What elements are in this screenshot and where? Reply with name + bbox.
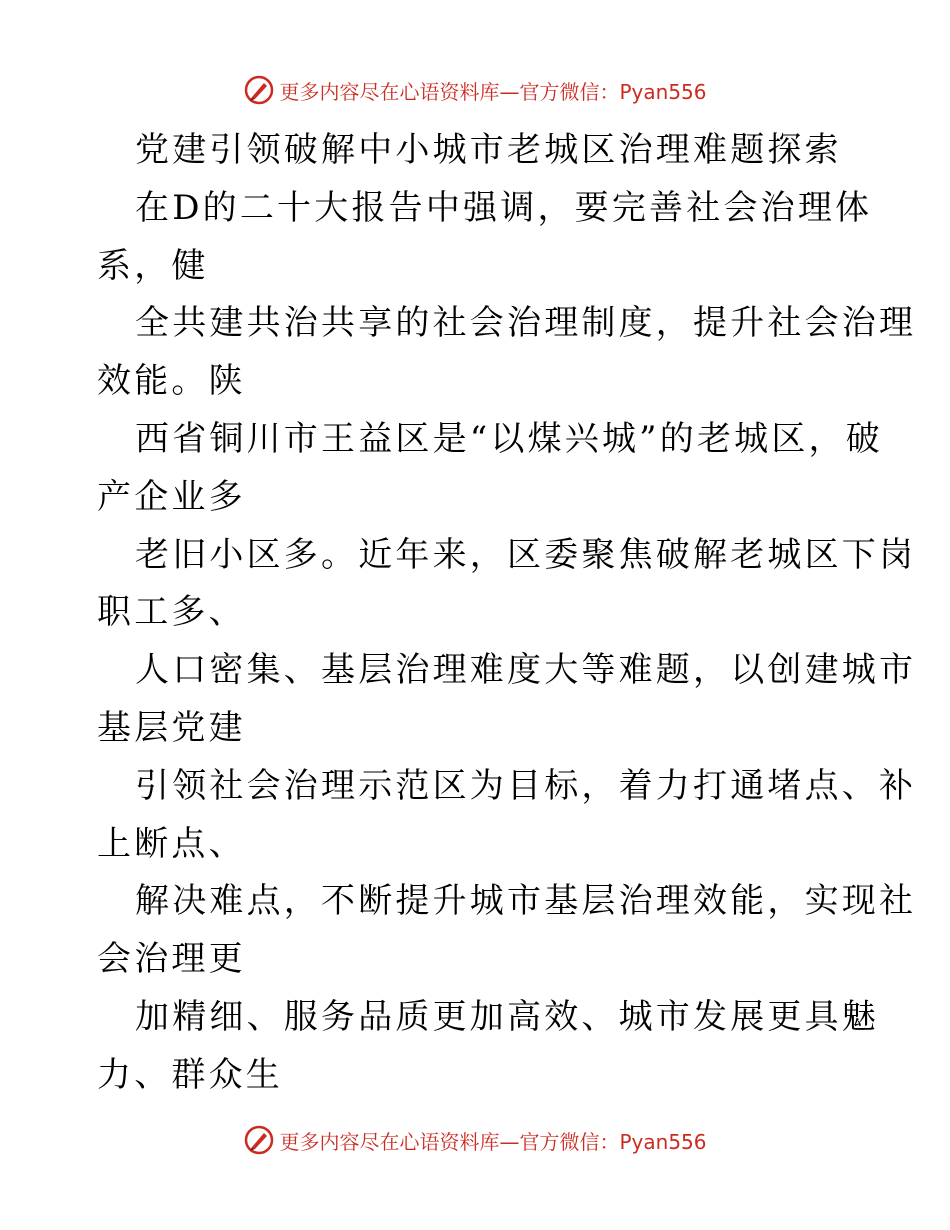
doc-line: 在D的二十大报告中强调，要完善社会治理体	[135, 187, 873, 228]
doc-line: 全共建共治共享的社会治理制度，提升社会治理	[135, 303, 917, 344]
doc-line: 效能。陕	[97, 361, 246, 402]
doc-line: 老旧小区多。近年来，区委聚焦破解老城区下岗	[135, 534, 917, 575]
doc-line: 基层党建	[97, 707, 246, 748]
banner-title: 更多内容尽在心语资料库	[279, 1129, 500, 1154]
banner-text	[279, 76, 706, 105]
banner-official: 官方微信：	[519, 79, 620, 104]
banner-separator: —	[499, 79, 520, 104]
banner-official: 官方微信：	[519, 1129, 620, 1154]
doc-line: 引领社会治理示范区为目标，着力打通堵点、补	[135, 765, 917, 806]
banner-handle: Pyan556	[619, 79, 707, 104]
banner-handle: Pyan556	[619, 1129, 707, 1154]
footer-banner	[0, 1120, 950, 1160]
banner-title: 更多内容尽在心语资料库	[279, 79, 500, 104]
doc-line: 职工多、	[97, 592, 246, 633]
doc-title: 党建引领破解中小城市老城区治理难题探索	[135, 130, 842, 170]
banner-text	[279, 1126, 706, 1155]
pen-circle-icon	[243, 1124, 275, 1156]
doc-line: 加精细、服务品质更加高效、城市发展更具魅	[135, 996, 879, 1037]
header-banner	[0, 70, 950, 110]
doc-line: 会治理更	[97, 939, 246, 980]
pen-circle-icon	[243, 74, 275, 106]
document-body	[97, 122, 917, 1105]
doc-line: 西省铜川市王益区是“以煤兴城”的老城区，破	[135, 418, 883, 459]
doc-line: 人口密集、基层治理难度大等难题，以创建城市	[135, 650, 917, 691]
banner-separator: —	[499, 1129, 520, 1154]
doc-line: 解决难点，不断提升城市基层治理效能，实现社	[135, 881, 917, 922]
doc-line: 力、群众生	[97, 1054, 283, 1095]
doc-line: 上断点、	[97, 823, 246, 864]
doc-line: 系，健	[97, 245, 209, 286]
doc-line: 产企业多	[97, 476, 246, 517]
